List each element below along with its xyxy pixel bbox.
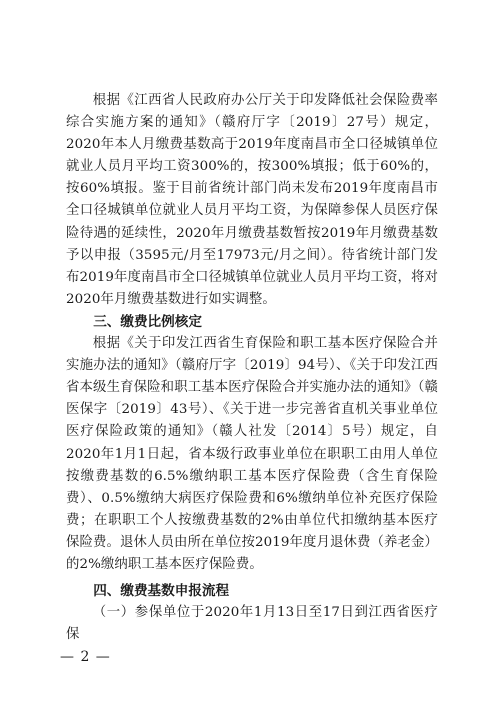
page-number: — 2 — <box>60 649 111 665</box>
section-heading-contribution-ratio: 三、缴费比例核定 <box>93 313 202 330</box>
paragraph-declaration-step-1: （一）参保单位于2020年1月13日至17日到江西省医疗保 <box>66 605 438 643</box>
section-heading-declaration-process: 四、缴费基数申报流程 <box>93 583 230 600</box>
document-body <box>66 90 438 646</box>
paragraph-contribution-base: 根据《江西省人民政府办公厅关于印发降低社会保险费率综合实施方案的通知》（赣府厅字〔2019〕27号）规定，2020年本人月缴费基数高于2019年度南昌市全口径城镇单位就业人员月平均工资300%的，按300%填报；低于60%的，按60%填报。鉴于目前省统计部门尚未发布2019年度南昌市全口径城镇单位就业人员月平均工资，为保障参保人员医疗保险待遇的延续性，2020年月缴费基数暂按2019年月缴费基数予以申报（3595元/月至17973元/月之间）。待省统计部门发布2019年度南昌市全口径城镇单位就业人员月平均工资，将对2020年月缴费基数进行如实调整。 <box>66 93 438 307</box>
paragraph-contribution-ratio: 根据《关于印发江西省生育保险和职工基本医疗保险合并实施办法的通知》（赣府厅字〔2019〕94号）、《关于印发江西省本级生育保险和职工基本医疗保险合并实施办法的通知》（赣医保字〔2019〕43号）、《关于进一步完善省直机关事业单位医疗保险政策的通知》（赣人社发〔2014〕5号）规定，自2020年1月1日起，省本级行政事业单位在职职工由用人单位按缴费基数的6.5%缴纳职工基本医疗保险费（含生育保险费）、0.5%缴纳大病医疗保险费和6%缴纳单位补充医疗保险费；在职职工个人按缴费基数的2%由单位代扣缴纳基本医疗保险费。退休人员由所在单位按2019年度月退休费（养老金）的2%缴纳职工基本医疗保险费。 <box>66 336 438 572</box>
